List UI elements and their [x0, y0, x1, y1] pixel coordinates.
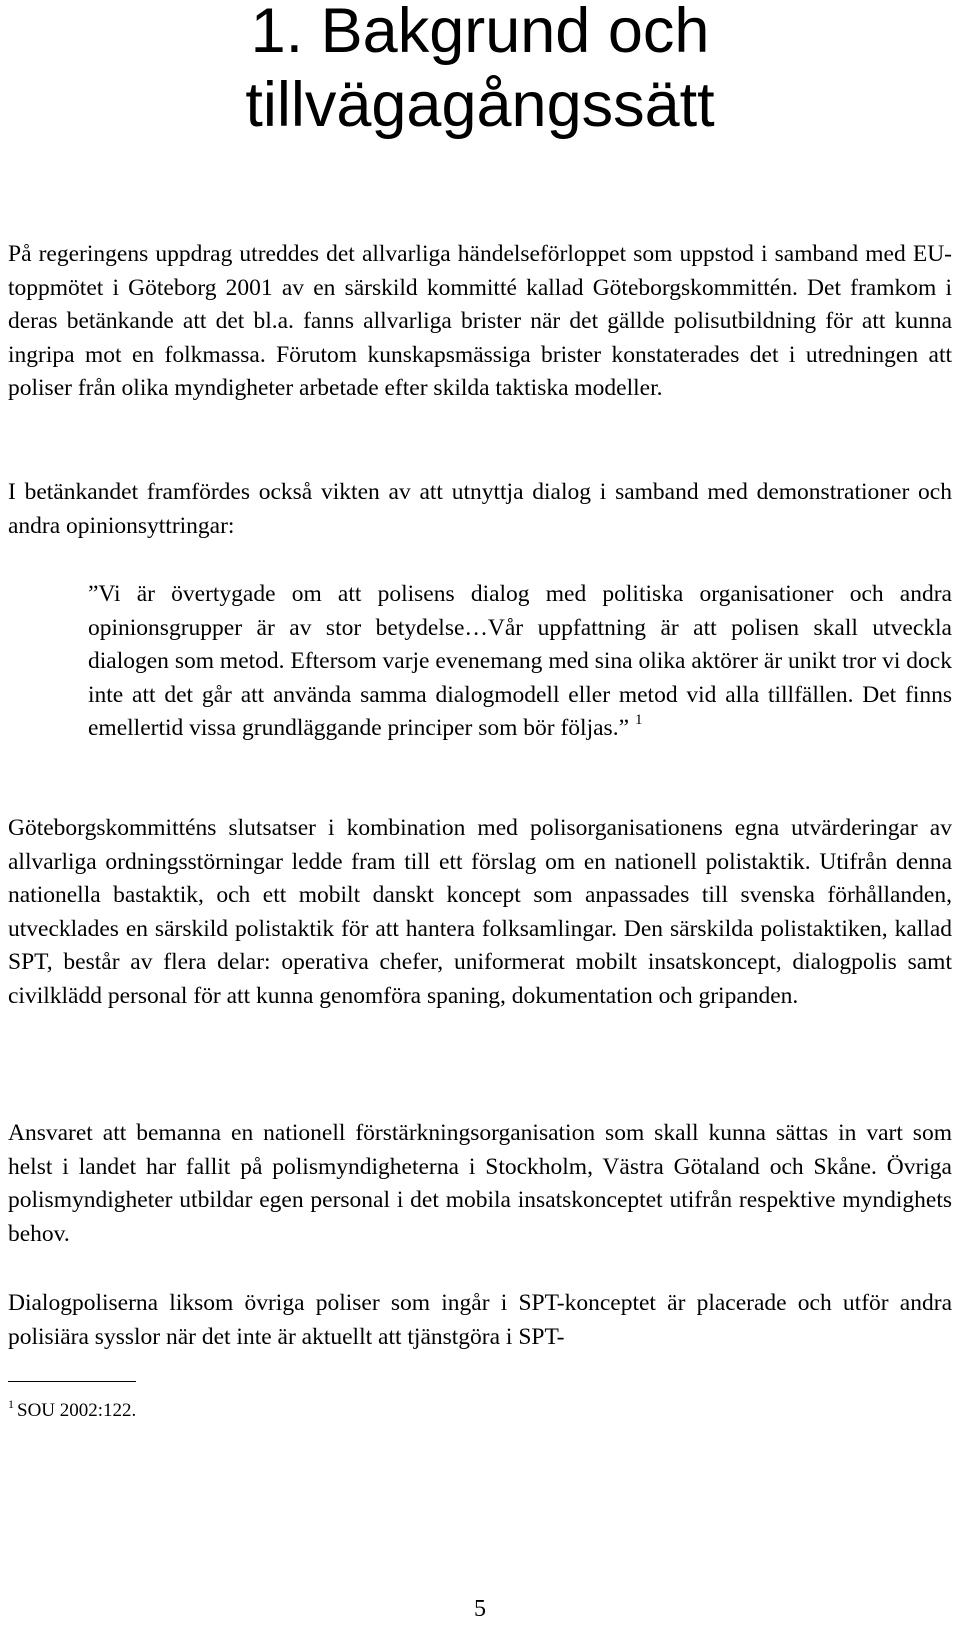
paragraph-background: På regeringens uppdrag utreddes det allvarliga händelseförloppet som uppstod i samband med EU-toppmötet i Göteborg 2001 av en särskild kommitté kallad Göteborgskommittén. Det framkom i deras betänkande att det bl.a. fanns allvarliga brister när det gällde polisutbildning för att kunna ingripa mot en folkmassa. Förutom kunskapsmässiga brister konstaterades det i utredningen att poliser från olika myndigheter arbetade efter skilda taktiska modeller. [8, 241, 952, 401]
paragraph-spt: Göteborgskommitténs slutsatser i kombination med polisorganisationens egna utvärderingar av allvarliga ordningsstörningar ledde fram till ett förslag om en nationell polistaktik. Utifrån denna nationella bastaktik, och ett mobilt danskt koncept som anpassades till svenska förhållanden, utvecklades en särskild polistaktik för att hantera folksamlingar. Den särskilda polistaktiken, kallad SPT, består av flera delar: operativa chefer, uniformerat mobilt insatskoncept, dialogpolis samt civilklädd personal för att kunna genomföra spaning, dokumentation och gripanden. [8, 815, 952, 1009]
paragraph-dialog-intro: I betänkandet framfördes också vikten av att utnyttja dialog i samband med demonstrationer och andra opinionsyttringar: [8, 479, 952, 539]
chapter-heading-line-2: tillvägagångssätt [245, 70, 715, 140]
paragraph-responsibility: Ansvaret att bemanna en nationell förstärkningsorganisation som skall kunna sättas in vart som helst i landet har fallit på polismyndigheterna i Stockholm, Västra Götaland och Skåne. Övriga polismyndigheter utbildar egen personal i det mobila insatskonceptet utifrån respektive myndighets behov. [8, 1120, 952, 1247]
chapter-heading [0, 0, 960, 142]
block-quote [88, 578, 952, 746]
footnote-text: SOU 2002:122. [17, 1400, 137, 1421]
block-quote-text: ”Vi är övertygade om att polisens dialog med politiska organisationer och andra opinionsgrupper är av stor betydelse…Vår uppfattning är att polisen skall utveckla dialogen som metod. Eftersom varje evenemang med sina olika aktörer är unikt tror vi dock inte att det går att använda samma dialogmodell eller metod vid alla tillfällen. Det finns emellertid vissa grundläggande principer som bör följas.” [88, 581, 952, 741]
page-number: 5 [474, 1596, 486, 1622]
footnote-marker: 1 [8, 1397, 14, 1411]
footnote-reference: 1 [635, 712, 643, 728]
footnote-divider [8, 1381, 136, 1382]
footnote [8, 1399, 136, 1423]
chapter-heading-line-1: 1. Bakgrund och [250, 0, 710, 66]
paragraph-dialog-police: Dialogpoliserna liksom övriga poliser som ingår i SPT-konceptet är placerade och utför andra polisiära sysslor när det inte är aktuellt att tjänstgöra i SPT- [8, 1290, 952, 1350]
